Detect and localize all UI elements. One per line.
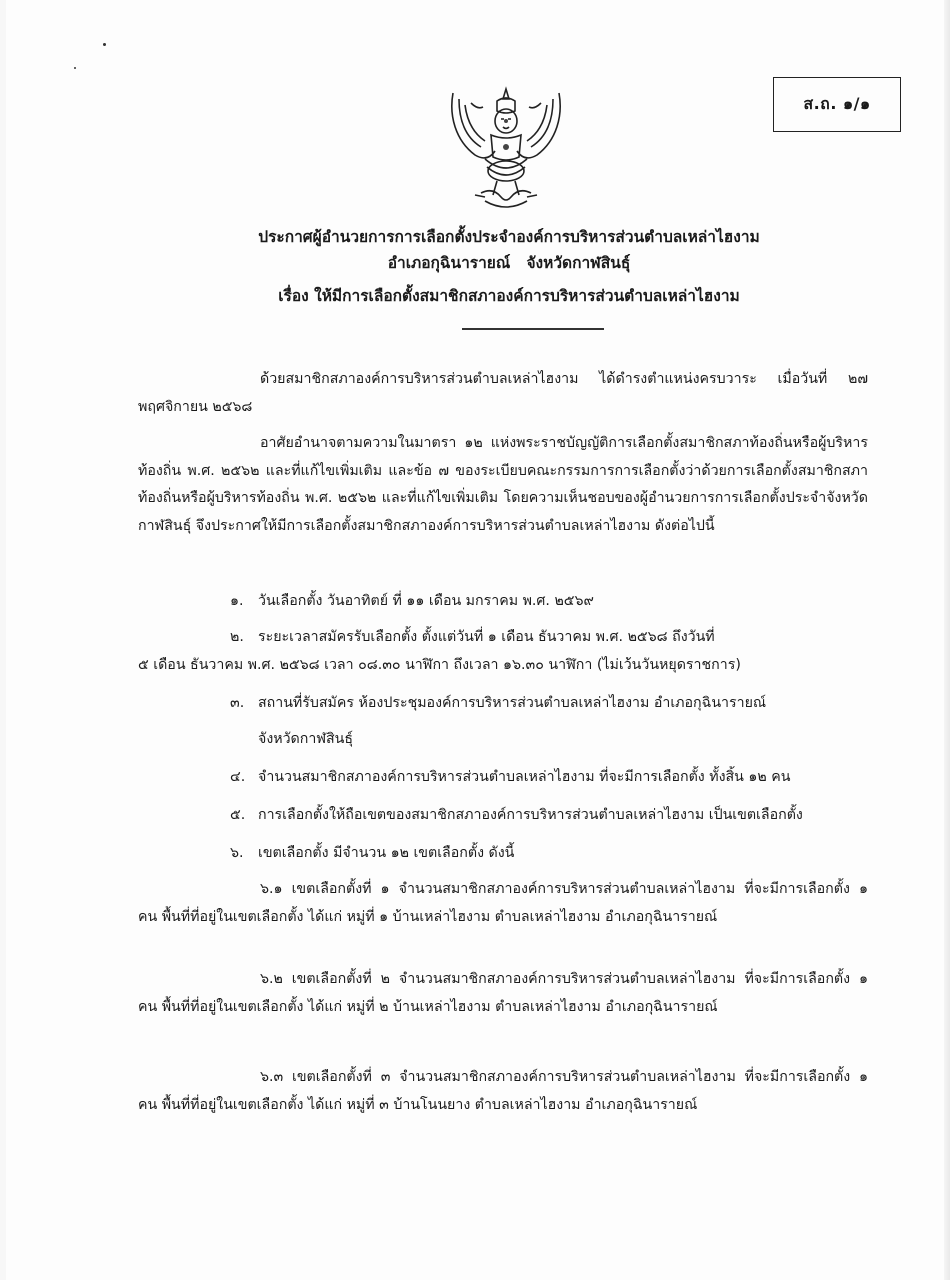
heading-line-1: ประกาศผู้อำนวยการการเลือกตั้งประจำองค์การบริหารส่วนตำบลเหล่าไฮงาม	[258, 228, 760, 246]
form-code: ส.ถ. ๑/๑	[803, 94, 871, 113]
paragraph-intro: ด้วยสมาชิกสภาองค์การบริหารส่วนตำบลเหล่าไฮงาม ได้ดำรงตำแหน่งครบวาระ เมื่อวันที่ ๒๗ พฤศจิกายน ๒๕๖๘	[138, 371, 868, 415]
garuda-emblem-icon	[445, 85, 567, 213]
page-right-edge	[944, 0, 950, 1280]
district-2: ๖.๒ เขตเลือกตั้งที่ ๒ จำนวนสมาชิกสภาองค์การบริหารส่วนตำบลเหล่าไฮงาม ที่จะมีการเลือกตั้ง ๑ คน พื้นที่ที่อยู่ในเขตเลือกตั้ง ได้แก่ หมู่ที่ ๒ บ้านเหล่าไฮงาม ตำบลเหล่าไฮงาม อำเภอกุฉินารายณ์	[138, 971, 868, 1015]
paragraph-authority: อาศัยอำนาจตามความในมาตรา ๑๒ แห่งพระราชบัญญัติการเลือกตั้งสมาชิกสภาท้องถิ่นหรือผู้บริหารท้องถิ่น พ.ศ. ๒๕๖๒ และที่แก้ไขเพิ่มเติม และข้อ ๗ ของระเบียบคณะกรรมการการเลือกตั้งว่าด้วยการเลือกตั้งสมาชิกสภาท้องถิ่นหรือผู้บริหารท้องถิ่น พ.ศ. ๒๕๖๒ และที่แก้ไขเพิ่มเติม โดยความเห็นชอบของผู้อำนวยการการเลือกตั้งประจำจังหวัดกาฬสินธุ์ จึงประกาศให้มีการเลือกตั้งสมาชิกสภาองค์การบริหารส่วนตำบลเหล่าไฮงาม ดังต่อไปนี้	[138, 435, 868, 534]
heading-divider	[462, 328, 604, 330]
list-item-constituency-count: ๖. เขตเลือกตั้ง มีจำนวน ๑๒ เขตเลือกตั้ง ดังนี้	[230, 845, 515, 861]
list-item-application-place: ๓. สถานที่รับสมัคร ห้องประชุมองค์การบริหารส่วนตำบลเหล่าไฮงาม อำเภอกุฉินารายณ์	[230, 695, 767, 711]
district-1: ๖.๑ เขตเลือกตั้งที่ ๑ จำนวนสมาชิกสภาองค์การบริหารส่วนตำบลเหล่าไฮงาม ที่จะมีการเลือกตั้ง ๑ คน พื้นที่ที่อยู่ในเขตเลือกตั้ง ได้แก่ หมู่ที่ ๑ บ้านเหล่าไฮงาม ตำบลเหล่าไฮงาม อำเภอกุฉินารายณ์	[138, 881, 868, 925]
list-item-member-count: ๔. จำนวนสมาชิกสภาองค์การบริหารส่วนตำบลเหล่าไฮงาม ที่จะมีการเลือกตั้ง ทั้งสิ้น ๑๒ คน	[230, 769, 791, 785]
form-code-box	[773, 77, 901, 132]
heading-subject: เรื่อง ให้มีการเลือกตั้งสมาชิกสภาองค์การบริหารส่วนตำบลเหล่าไฮงาม	[278, 287, 740, 305]
list-item-election-date: ๑. วันเลือกตั้ง วันอาทิตย์ ที่ ๑๑ เดือน มกราคม พ.ศ. ๒๕๖๙	[230, 593, 594, 609]
list-item-application-period: ๒. ระยะเวลาสมัครรับเลือกตั้ง ตั้งแต่วันที่ ๑ เดือน ธันวาคม พ.ศ. ๒๕๖๘ ถึงวันที่	[230, 629, 715, 645]
district-3: ๖.๓ เขตเลือกตั้งที่ ๓ จำนวนสมาชิกสภาองค์การบริหารส่วนตำบลเหล่าไฮงาม ที่จะมีการเลือกตั้ง ๑ คน พื้นที่ที่อยู่ในเขตเลือกตั้ง ได้แก่ หมู่ที่ ๓ บ้านโนนยาง ตำบลเหล่าไฮงาม อำเภอกุฉินารายณ์	[138, 1069, 868, 1113]
list-item-constituency-rule: ๕. การเลือกตั้งให้ถือเขตของสมาชิกสภาองค์การบริหารส่วนตำบลเหล่าไฮงาม เป็นเขตเลือกตั้ง	[230, 807, 803, 823]
list-item-application-period-cont: ๕ เดือน ธันวาคม พ.ศ. ๒๕๖๘ เวลา ๐๘.๓๐ นาฬิกา ถึงเวลา ๑๖.๓๐ นาฬิกา (ไม่เว้นวันหยุดราชการ)	[138, 657, 741, 673]
heading-line-2: อำเภอกุฉินารายณ์ จังหวัดกาฬสินธุ์	[387, 254, 631, 272]
page-left-edge	[0, 0, 6, 1280]
list-item-application-place-cont: จังหวัดกาฬสินธุ์	[258, 731, 354, 747]
